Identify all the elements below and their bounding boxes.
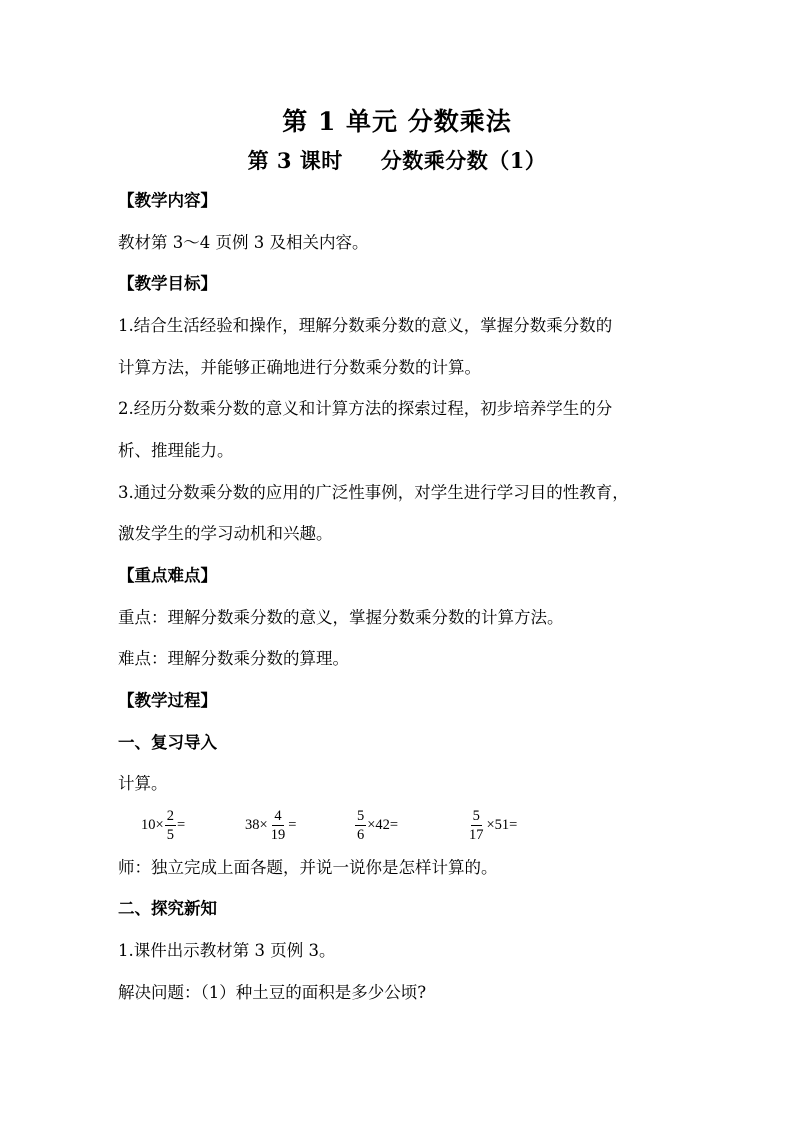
denominator: 5: [166, 826, 174, 843]
goal-1-line-1: 1.结合生活经验和操作，理解分数乘分数的意义，掌握分数乘分数的: [118, 316, 613, 335]
denominator: 19: [270, 826, 286, 843]
content-text: 教材第 3～4 页例 3 及相关内容。: [118, 233, 369, 252]
fraction: [165, 808, 176, 843]
calc-label: 计算。: [118, 774, 168, 793]
teacher-instruction: 师：独立完成上面各题，并说一说你是怎样计算的。: [118, 858, 498, 877]
numerator: 5: [357, 807, 365, 824]
fraction: [355, 808, 366, 843]
expr-2-left: 38×: [245, 816, 268, 833]
denominator: 6: [357, 826, 365, 843]
goals-heading: 【教学目标】: [118, 274, 217, 293]
content-heading: 【教学内容】: [118, 191, 217, 210]
expr-1-right: =: [176, 816, 186, 833]
process-heading: 【教学过程】: [118, 691, 217, 710]
lesson-title: 分数乘分数（1）: [380, 148, 547, 173]
goal-1-line-2: 计算方法，并能够正确地进行分数乘分数的计算。: [118, 358, 481, 377]
question-line: 解决问题：（1）种土豆的面积是多少公顷?: [118, 983, 427, 1002]
keypoint-text: 重点：理解分数乘分数的意义，掌握分数乘分数的计算方法。: [118, 608, 564, 627]
expr-3-right: ×42=: [367, 816, 399, 833]
lesson-title-row: [0, 145, 794, 175]
expression-1: [141, 803, 185, 847]
difficulty-text: 难点：理解分数乘分数的算理。: [118, 649, 349, 668]
numerator: 2: [166, 807, 174, 824]
fraction: [467, 808, 486, 843]
expr-2-right: =: [288, 816, 297, 833]
expression-4: [466, 803, 517, 847]
denominator: 17: [469, 826, 484, 843]
fraction: [269, 808, 288, 843]
goal-2-line-2: 析、推理能力。: [118, 441, 234, 460]
expr-1-left: 10×: [141, 816, 164, 833]
goal-3-line-2: 激发学生的学习动机和兴趣。: [118, 524, 333, 543]
numerator: 4: [274, 807, 282, 824]
numerator: 5: [472, 807, 480, 824]
explore-heading: 二、探究新知: [118, 899, 217, 918]
expression-2: [245, 803, 296, 847]
review-heading: 一、复习导入: [118, 733, 217, 752]
courseware-line: 1.课件出示教材第 3 页例 3。: [118, 941, 336, 960]
expr-4-right: ×51=: [486, 816, 518, 833]
keypoints-heading: 【重点难点】: [118, 566, 217, 585]
lesson-number: 第 3 课时: [247, 148, 343, 173]
unit-title: 第 1 单元 分数乘法: [282, 107, 512, 136]
goal-3-line-1: 3.通过分数乘分数的应用的广泛性事例，对学生进行学习目的性教育，: [118, 483, 629, 502]
goal-2-line-1: 2.经历分数乘分数的意义和计算方法的探索过程，初步培养学生的分: [118, 399, 613, 418]
expression-3: [354, 803, 398, 847]
